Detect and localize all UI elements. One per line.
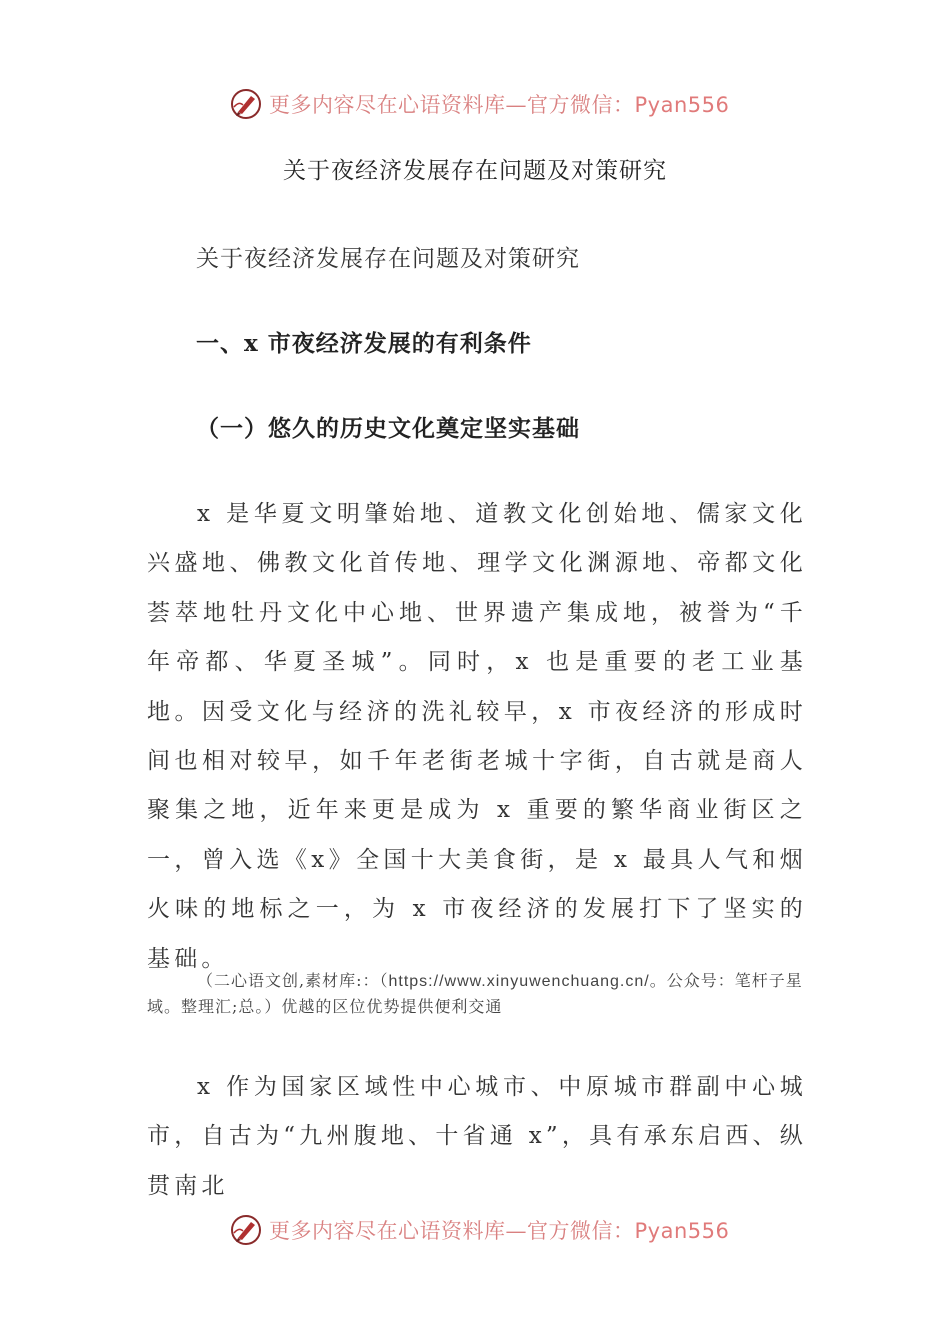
paragraph-history: x 是华夏文明肇始地、道教文化创始地、儒家文化兴盛地、佛教文化首传地、理学文化渊源地、帝都文化荟萃地牡丹文化中心地、世界遗产集成地，被誉为“千年帝都、华夏圣城”。同时，x 也是重要的老工业基地。因受文化与经济的洗礼较早，x 市夜经济的形成时间也相对较早，如千年老街老城十字街，自古就是商人聚集之地，近年来更是成为 x 重要的繁华商业街区之一，曾入选《x》全国十大美食街，是 x 最具人气和烟火味的地标之一，为 x 市夜经济的发展打下了坚实的基础。 xyxy=(147,501,807,972)
header-banner xyxy=(0,84,950,124)
subsection-heading: （一）悠久的历史文化奠定坚实基础 xyxy=(196,415,580,442)
banner-text: 更多内容尽在心语资料库—官方微信：Pyan556 xyxy=(269,93,730,117)
source-url[interactable]: https://www.xinyuwenchuang.cn/ xyxy=(388,973,650,990)
banner-text: 更多内容尽在心语资料库—官方微信：Pyan556 xyxy=(269,1219,730,1243)
footer-banner xyxy=(0,1210,950,1250)
wechat-id: Pyan556 xyxy=(634,1219,730,1243)
source-note: （二心语文创,素材库:：（https://www.xinyuwenchuang.cn/。公众号：笔杆子星域。整理汇;总。）优越的区位优势提供便利交通 xyxy=(147,971,803,1016)
pen-logo-icon xyxy=(229,1213,263,1247)
paragraph-location: x 作为国家区域性中心城市、中原城市群副中心城市，自古为“九州腹地、十省通 x”，具有承东启西、纵贯南北 xyxy=(147,1074,807,1199)
wechat-id: Pyan556 xyxy=(634,93,730,117)
document-subtitle: 关于夜经济发展存在问题及对策研究 xyxy=(196,246,580,272)
page-title: 关于夜经济发展存在问题及对策研究 xyxy=(283,158,667,184)
section-heading: 一、x 市夜经济发展的有利条件 xyxy=(196,330,532,357)
pen-logo-icon xyxy=(229,87,263,121)
